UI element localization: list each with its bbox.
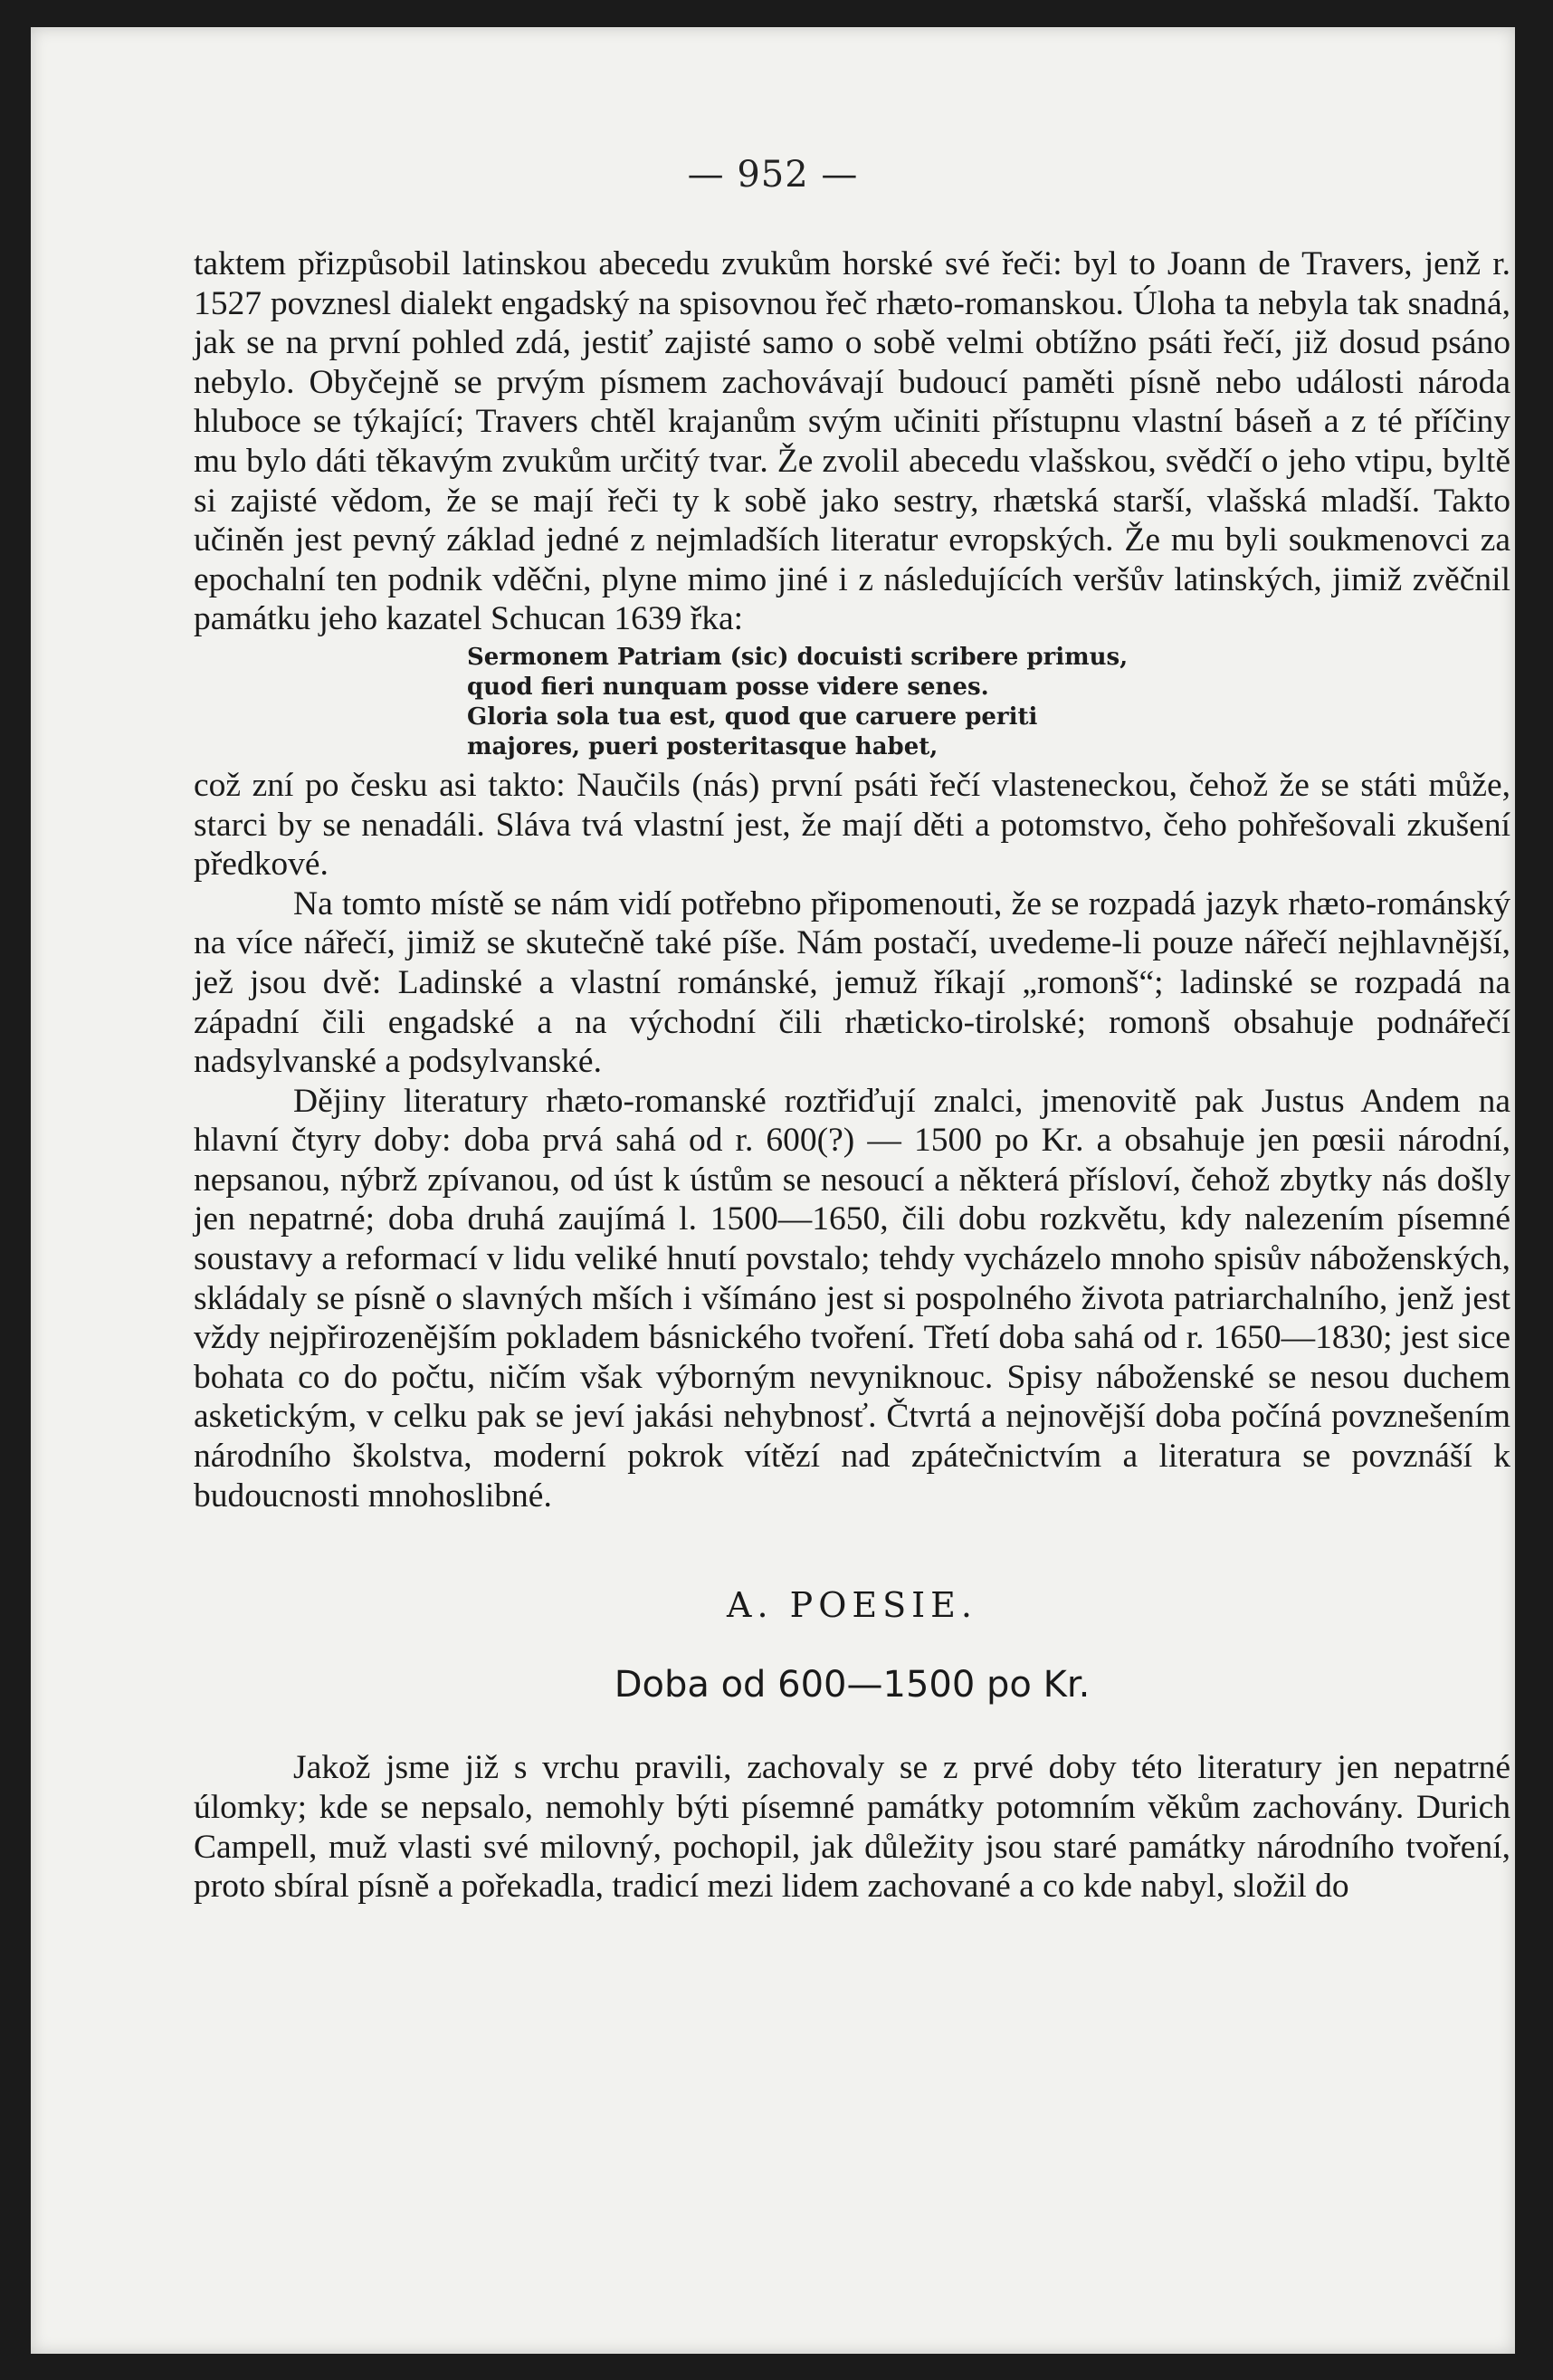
quote-line: Sermonem Patriam (sic) docuisti scribere primus,	[467, 643, 1129, 671]
quote-line: quod fieri nunquam posse videre senes.	[467, 673, 989, 701]
paragraph-dialects: Na tomto místě se nám vidí potřebno připomenouti, že se rozpadá jazyk rhæto-románský na více nářečí, jimiž se skutečně také píše. Nám postačí, uvedeme-li pouze nářečí nejhlavnější, jež jsou dvě: Ladinské a vlastní románské, jemuž říkají „romonš“; ladinské se rozpadá na západní čili engadské a na východní čili rhæticko-tirolské; romonš obsahuje podnářečí nadsylvanské a podsylvanské.	[194, 884, 1510, 1081]
page-content	[194, 244, 1510, 1907]
paragraph-translation: což zní po česku asi takto: Naučils (nás) první psáti řečí vlasteneckou, čehož že se státi může, starci by se nenadáli. Sláva tvá vlastní jest, že mají děti a potomstvo, čeho pohřešovali zkušení předkové.	[194, 766, 1510, 884]
paragraph-first-period: Jakož jsme již s vrchu pravili, zachovaly se z prvé doby této literatury jen nepatrné úlomky; kde se nepsalo, nemohly býti písemné památky potomním věkům zachovány. Durich Campell, muž vlasti své milovný, pochopil, jak důležity jsou staré památky národního tvoření, proto sbíral písně a pořekadla, tradicí mezi lidem zachované a co kde nabyl, složil do	[194, 1749, 1510, 1906]
subsection-title: Doba od 600—1500 po Kr.	[614, 1663, 1091, 1706]
section-title: A. POESIE.	[727, 1585, 977, 1626]
quote-line: majores, pueri posteritasque habet,	[467, 732, 938, 760]
page-number: — 952 —	[687, 154, 859, 196]
latin-verse-quote	[467, 643, 1510, 762]
paragraph-travers: taktem přizpůsobil latinskou abecedu zvukům horské své řeči: byl to Joann de Travers, jenž r. 1527 povznesl dialekt engadský na spisovnou řeč rhæto-romanskou. Úloha ta nebyla tak snadná, jak se na první pohled zdá, jestiť zajisté samo o sobě velmi obtížno psáti řečí, již dosud psáno nebylo. Obyčejně se prvým písmem zachovávají budoucí paměti písně nebo události národa hluboce se týkající; Travers chtěl krajanům svým učiniti přístupnu vlastní báseň a z té příčiny mu bylo dáti těkavým zvukům určitý tvar. Že zvolil abecedu vlašskou, svědčí o jeho vtipu, byltě si zajisté vědom, že se mají řeči ty k sobě jako sestry, rhætská starší, vlašská mladší. Takto učiněn jest pevný základ jedné z nejmladších literatur evropských. Že mu byli soukmenovci za epochalní ten podnik vděčni, plyne mimo jiné i z následujících veršův latinských, jimiž zvěčnil památku jeho kazatel Schucan 1639 řka:	[194, 245, 1510, 638]
paragraph-literature-history: Dějiny literatury rhæto-romanské roztřiďují znalci, jmenovitě pak Justus Andem na hlavní čtyry doby: doba prvá sahá od r. 600(?) — 1500 po Kr. a obsahuje jen pœsii národní, nepsanou, nýbrž zpívanou, od úst k ústům se nesoucí a některá přísloví, čehož zbytky nás došly jen nepatrné; doba druhá zaujímá l. 1500—1650, čili dobu rozkvětu, kdy nalezením písemné soustavy a reformací v lidu veliké hnutí povstalo; tehdy vycházelo mnoho spisův náboženských, skládaly se písně o slavných mších i všímáno jest si pospolného života patriarchalního, jenž jest vždy nejpřirozenějším pokladem básnického tvoření. Třetí doba sahá od r. 1650—1830; jest sice bohata co do počtu, ničím však výborným nevyniknouc. Spisy náboženské se nesou duchem asketickým, v celku pak se jeví jakási nehybnosť. Čtvrtá a nejnovější doba počíná povznešením národního školstva, moderní pokrok vítězí nad zpátečnictvím a literatura se povznáší k budoucnosti mnohoslibné.	[194, 1082, 1510, 1515]
book-page	[31, 27, 1515, 2354]
quote-line: Gloria sola tua est, quod que caruere periti	[467, 703, 1038, 731]
